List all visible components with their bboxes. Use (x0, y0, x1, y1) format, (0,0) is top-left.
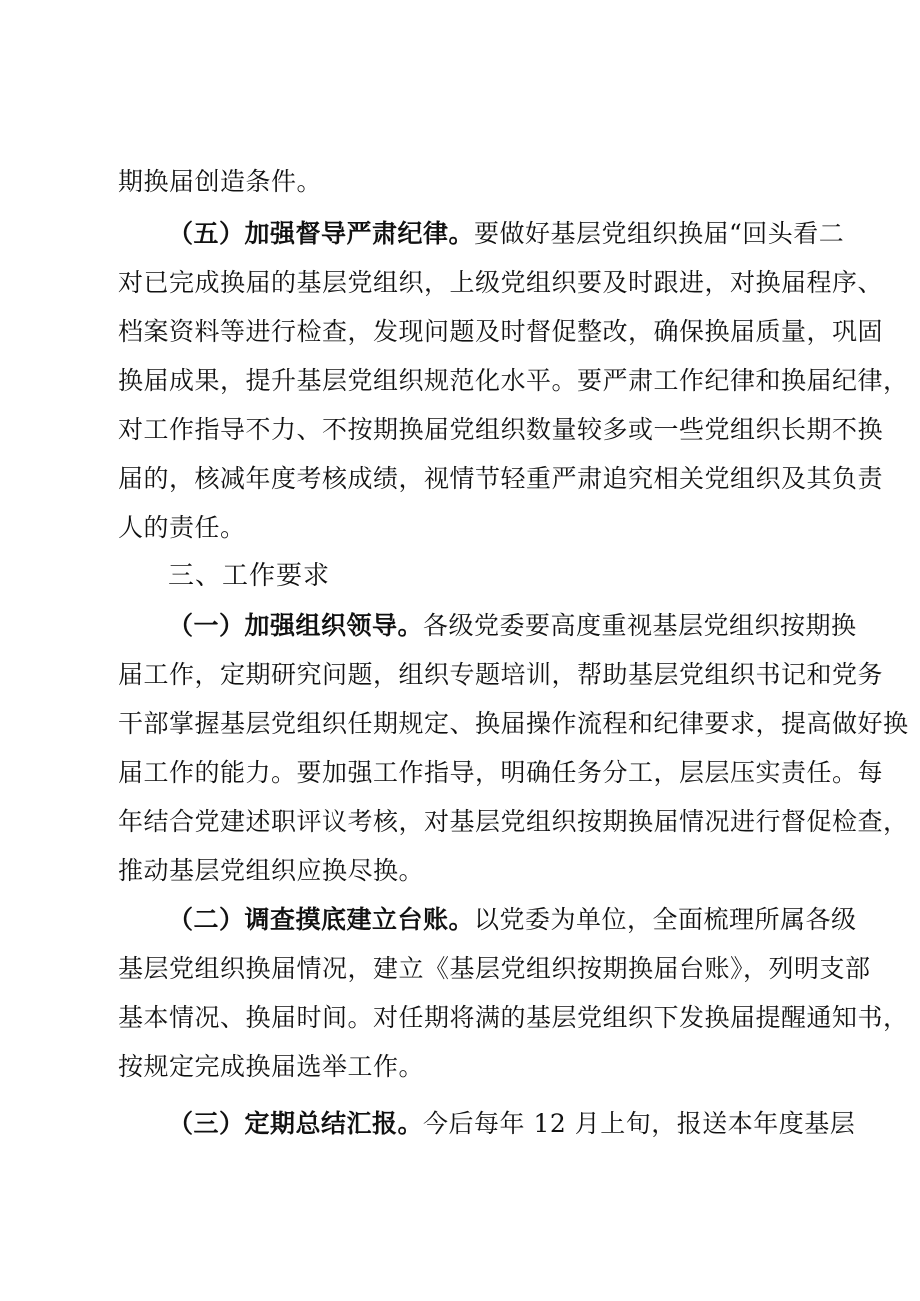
paragraph-text: 以党委为单位，全面梳理所属各级 (474, 905, 857, 934)
section-title: 三、工作要求 (168, 561, 331, 591)
paragraph-text: 各级党委要高度重视基层党组织按期换 (423, 611, 857, 640)
paragraph-line: 届工作的能力。要加强工作指导，明确任务分工，层层压实责任。每 (118, 758, 884, 787)
paragraph-text: 今后每年 12 月上旬，报送本年度基层 (423, 1109, 856, 1138)
paragraph-first-line (168, 214, 845, 254)
paragraph-line: 对已完成换届的基层党组织，上级党组织要及时跟进，对换届程序、 (118, 268, 884, 297)
paragraph-line: 届工作，定期研究问题，组织专题培训，帮助基层党组织书记和党务 (118, 660, 884, 689)
paragraph-line: 对工作指导不力、不按期换届党组织数量较多或一些党组织长期不换 (118, 415, 884, 444)
paragraph-line: 基本情况、换届时间。对任期将满的基层党组织下发换届提醒通知书， (118, 1003, 909, 1032)
paragraph-first-line (168, 1104, 856, 1144)
paragraph-line: 人的责任。 (118, 513, 246, 542)
paragraph-heading: （二）调查摸底建立台账。 (168, 905, 475, 934)
paragraph-heading: （一）加强组织领导。 (168, 611, 424, 640)
paragraph-text: 要做好基层党组织换届“回头看二 (474, 219, 845, 248)
paragraph-line: 档案资料等进行检查，发现问题及时督促整改，确保换届质量，巩固 (118, 317, 884, 346)
paragraph-heading: （三）定期总结汇报。 (168, 1109, 424, 1138)
paragraph-heading: （五）加强督导严肃纪律。 (168, 219, 475, 248)
paragraph-line: 干部掌握基层党组织任期规定、换届操作流程和纪律要求，提高做好换 (118, 709, 909, 738)
paragraph-line: 期换届创造条件。 (118, 167, 323, 196)
paragraph-line: 按规定完成换届选举工作。 (118, 1052, 425, 1081)
paragraph-first-line (168, 606, 857, 646)
paragraph-line: 基层党组织换届情况，建立《基层党组织按期换届台账》，列明支部 (118, 954, 871, 983)
paragraph-line: 届的，核减年度考核成绩，视情节轻重严肃追究相关党组织及其负责 (118, 464, 884, 493)
paragraph-line: 年结合党建述职评议考核，对基层党组织按期换届情况进行督促检查， (118, 807, 909, 836)
paragraph-line: 推动基层党组织应换尽换。 (118, 856, 425, 885)
paragraph-first-line (168, 900, 857, 940)
paragraph-line: 换届成果，提升基层党组织规范化水平。要严肃工作纪律和换届纪律， (118, 366, 909, 395)
